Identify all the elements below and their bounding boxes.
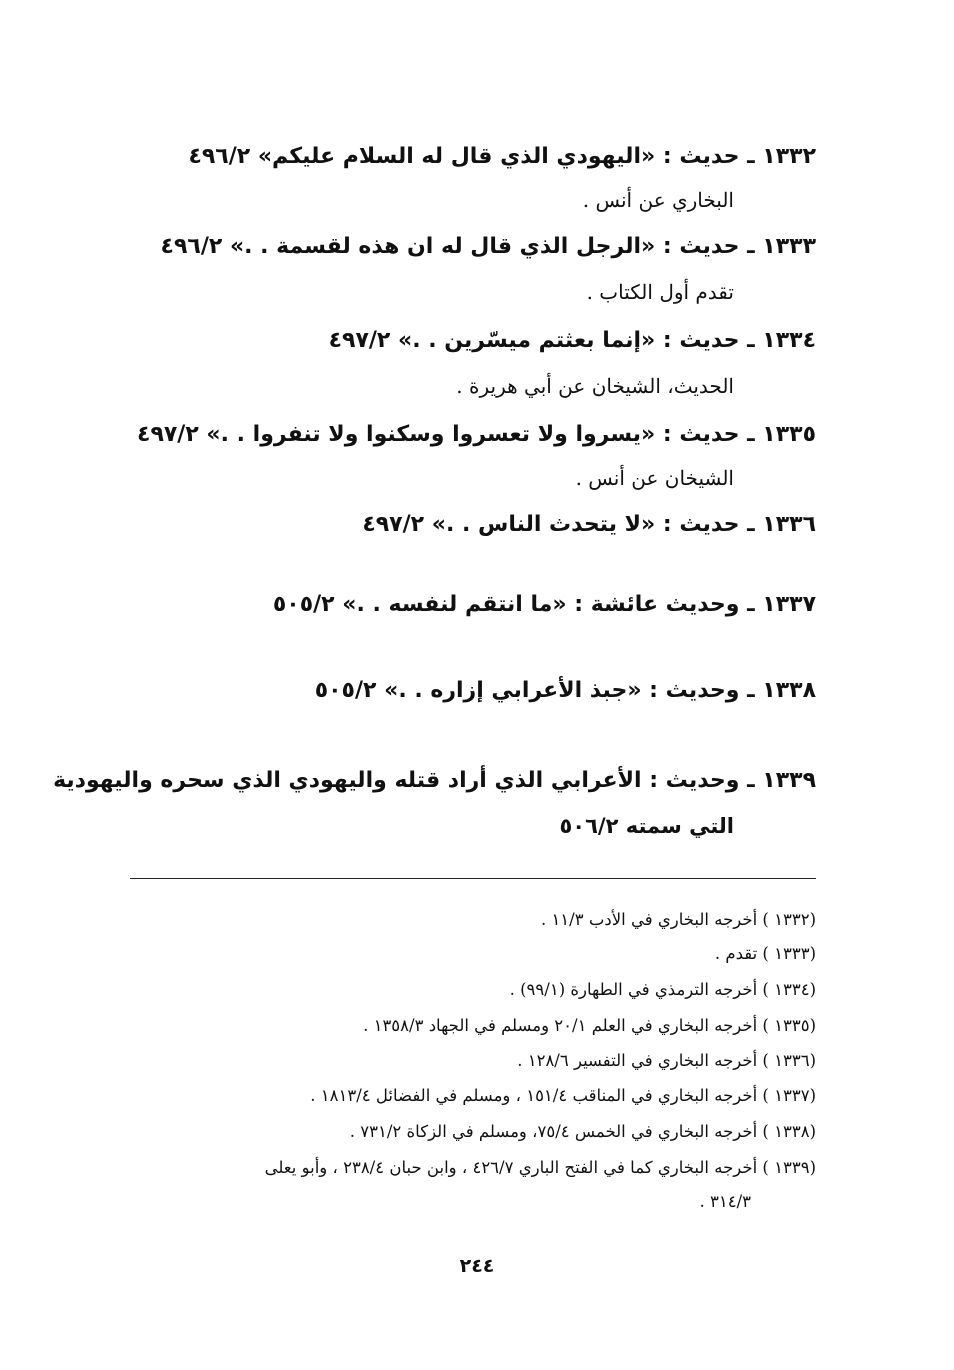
footnote-1332: (١٣٣٢ ) أخرجه البخاري في الأدب ١١/٣ .: [540, 910, 816, 929]
entry-1332-source: البخاري عن أنس .: [582, 188, 734, 212]
entry-1333-source: تقدم أول الكتاب .: [586, 280, 734, 304]
footnote-1339: (١٣٣٩ ) أخرجه البخاري كما في الفتح الباري ٤٢٦/٧ ، وابن حبان ٢٣٨/٤ ، وأبو يعلى: [264, 1158, 816, 1177]
footnote-separator: [130, 878, 816, 879]
footnote-1334: (١٣٣٤ ) أخرجه الترمذي في الطهارة (٩٩/١) .: [509, 980, 816, 999]
entry-1334-source: الحديث، الشيخان عن أبي هريرة .: [456, 374, 734, 398]
page-number: ٢٤٤: [459, 1255, 495, 1277]
footnote-1336: (١٣٣٦ ) أخرجه البخاري في التفسير ١٢٨/٦ .: [517, 1051, 816, 1070]
footnote-1339-continuation: ٣١٤/٣ .: [699, 1192, 751, 1211]
entry-1339-continuation: التي سمته ٥٠٦/٢: [559, 814, 734, 838]
entry-1338-title: ١٣٣٨ ـ وحديث : «جبذ الأعرابي إزاره . .» ٥٠٥/٢: [314, 678, 816, 703]
entry-1332-title: ١٣٣٢ ـ حديث : «اليهودي الذي قال له السلام عليكم» ٤٩٦/٢: [188, 144, 816, 169]
entry-1336-title: ١٣٣٦ ـ حديث : «لا يتحدث الناس . .» ٤٩٧/٢: [362, 512, 816, 537]
footnote-1337: (١٣٣٧ ) أخرجه البخاري في المناقب ١٥١/٤ ، ومسلم في الفضائل ١٨١٣/٤ .: [310, 1086, 816, 1105]
footnote-1338: (١٣٣٨ ) أخرجه البخاري في الخمس ٧٥/٤، ومسلم في الزكاة ٧٣١/٢ .: [349, 1122, 816, 1141]
footnote-1333: (١٣٣٣ ) تقدم .: [714, 944, 816, 963]
entry-1339-title: ١٣٣٩ ـ وحديث : الأعرابي الذي أراد قتله واليهودي الذي سحره واليهودية: [53, 768, 816, 793]
entry-1337-title: ١٣٣٧ ـ وحديث عائشة : «ما انتقم لنفسه . .» ٥٠٥/٢: [272, 592, 816, 617]
footnote-1335: (١٣٣٥ ) أخرجه البخاري في العلم ٢٠/١ ومسلم في الجهاد ١٣٥٨/٣ .: [363, 1016, 816, 1035]
entry-1333-title: ١٣٣٣ ـ حديث : «الرجل الذي قال له ان هذه لقسمة . .» ٤٩٦/٢: [160, 234, 816, 259]
entry-1335-title: ١٣٣٥ ـ حديث : «يسروا ولا تعسروا وسكنوا ولا تنفروا . .» ٤٩٧/٢: [137, 422, 816, 447]
entry-1334-title: ١٣٣٤ ـ حديث : «إنما بعثتم ميسّرين . .» ٤٩٧/٢: [328, 328, 816, 353]
entry-1335-source: الشيخان عن أنس .: [575, 466, 734, 490]
